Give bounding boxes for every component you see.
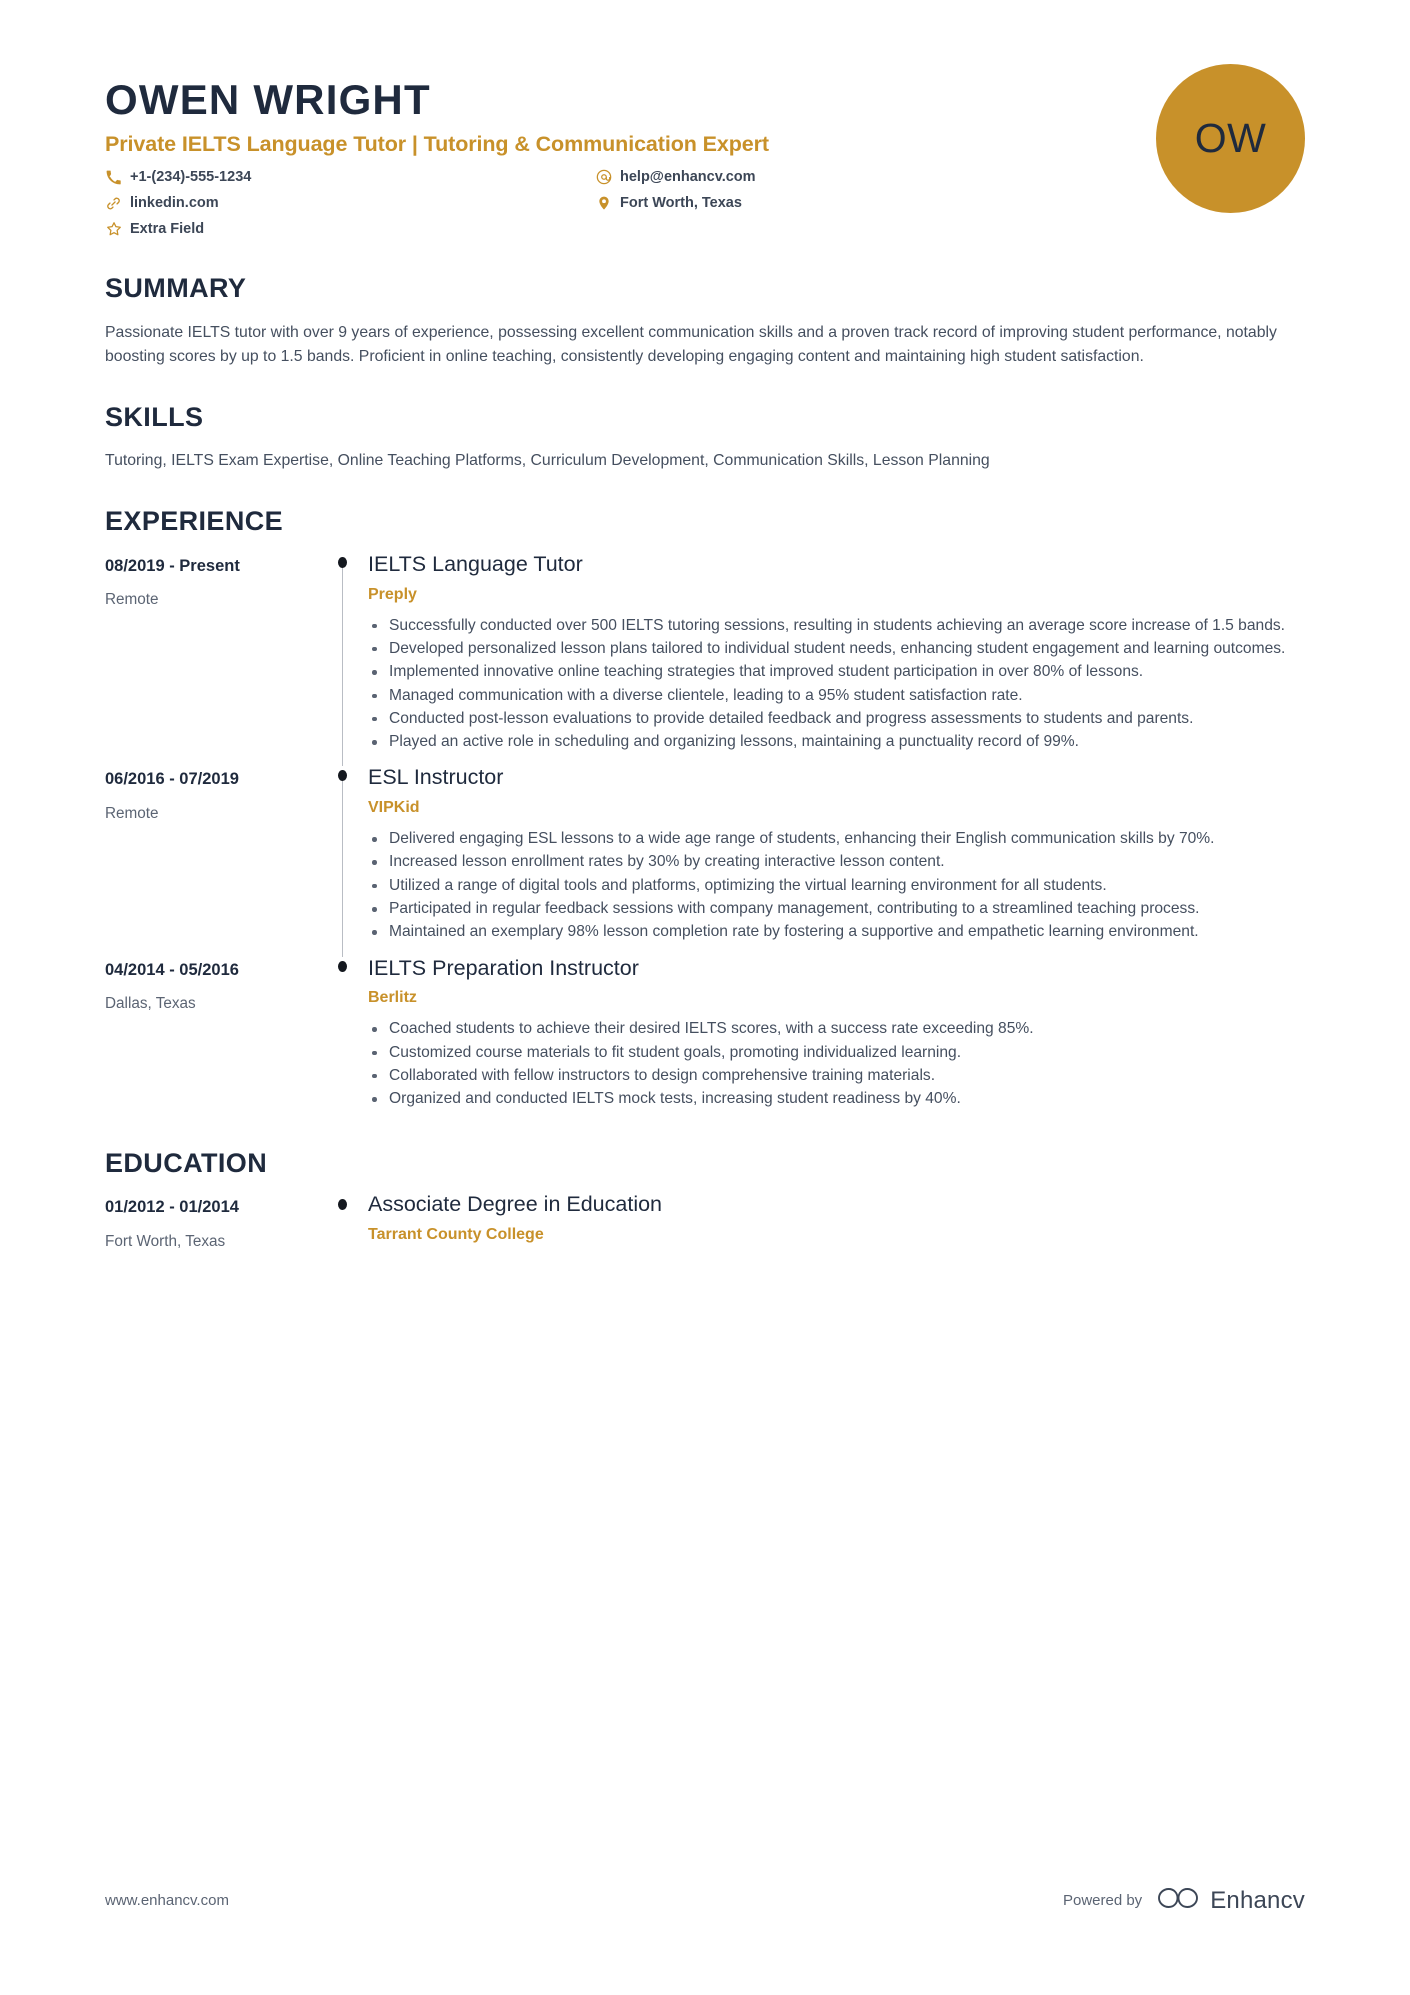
list-item: Increased lesson enrollment rates by 30% by creating interactive lesson content. — [368, 851, 1305, 873]
education-entries — [105, 1187, 1305, 1255]
summary-text: Passionate IELTS tutor with over 9 years of experience, possessing excellent communication skills and a proven track record of improving student performance, notably boosting scores by up to 1.5 bands. Proficient in online teaching, consistently developing engaging content and maintaining high student satisfaction. — [105, 323, 1277, 365]
entry-meta — [105, 545, 321, 754]
entry-location: Fort Worth, Texas — [105, 1232, 226, 1250]
section-title-summary: SUMMARY — [105, 272, 247, 303]
avatar — [1156, 64, 1305, 213]
entry-body — [363, 1187, 1305, 1251]
list-item: Played an active role in scheduling and organizing lessons, maintaining a punctuality record of 99%. — [368, 731, 1305, 753]
entry-date: 04/2014 - 05/2016 — [105, 960, 239, 979]
entry-school: Tarrant County College — [368, 1226, 544, 1244]
contact-linkedin-value: linkedin.com — [130, 194, 219, 211]
link-icon — [105, 195, 122, 212]
list-item: Conducted post-lesson evaluations to provide detailed feedback and progress assessments to students and parents. — [368, 708, 1305, 730]
contact-linkedin[interactable] — [105, 193, 595, 214]
resume-header — [105, 0, 1305, 240]
list-item: Participated in regular feedback sessions with company management, contributing to a streamlined teaching process. — [368, 898, 1305, 920]
entry-job-title: IELTS Language Tutor — [368, 552, 583, 576]
resume-footer — [105, 1885, 1305, 1916]
contact-extra-field[interactable] — [105, 219, 595, 240]
entry-bullets — [368, 615, 1305, 754]
list-item: Implemented innovative online teaching strategies that improved student participation in over 80% of lessons. — [368, 661, 1305, 683]
brand-lockup — [1155, 1885, 1305, 1916]
list-item: Organized and conducted IELTS mock tests, increasing student readiness by 40%. — [368, 1088, 1305, 1110]
entry-company: Preply — [368, 585, 417, 603]
entry-location: Remote — [105, 591, 159, 609]
section-education — [105, 1149, 1305, 1255]
entry-meta — [105, 949, 321, 1112]
education-entry — [105, 1187, 1305, 1255]
section-skills — [105, 403, 1305, 474]
entry-meta — [105, 758, 321, 944]
entry-location: Remote — [105, 804, 159, 822]
phone-icon — [105, 169, 122, 186]
star-icon — [105, 221, 122, 238]
experience-entry — [105, 758, 1305, 948]
timeline-dot-icon — [338, 961, 347, 972]
brand-name: Enhancv — [1210, 1886, 1305, 1914]
list-item: Delivered engaging ESL lessons to a wide age range of students, enhancing their English communication skills by 70%. — [368, 828, 1305, 850]
location-icon — [595, 195, 612, 212]
timeline-dot-icon — [338, 557, 347, 568]
timeline-dot-icon — [338, 770, 347, 781]
list-item: Managed communication with a diverse clientele, leading to a 95% student satisfaction rate. — [368, 685, 1305, 707]
contact-location-value: Fort Worth, Texas — [620, 194, 742, 211]
contact-extra-field-value: Extra Field — [130, 220, 205, 237]
entry-date: 01/2012 - 01/2014 — [105, 1198, 239, 1217]
timeline-dot-icon — [338, 1199, 347, 1210]
entry-body — [363, 949, 1305, 1112]
entry-degree-title: Associate Degree in Education — [368, 1192, 663, 1217]
section-experience — [105, 507, 1305, 1115]
skills-text: Tutoring, IELTS Exam Expertise, Online Teaching Platforms, Curriculum Development, Communication Skills, Lesson Planning — [105, 452, 990, 470]
entry-meta — [105, 1187, 321, 1251]
timeline-rail — [321, 1187, 363, 1251]
enhancv-logo-icon — [1155, 1885, 1201, 1916]
contact-email-value: help@enhancv.com — [620, 168, 756, 185]
timeline-rail — [321, 758, 363, 944]
list-item: Collaborated with fellow instructors to design comprehensive training materials. — [368, 1065, 1305, 1087]
powered-by-label: Powered by — [1062, 1892, 1143, 1909]
experience-entry — [105, 949, 1305, 1116]
timeline-rail — [321, 949, 363, 1112]
contact-info — [105, 167, 985, 240]
entry-location: Dallas, Texas — [105, 995, 196, 1013]
list-item: Successfully conducted over 500 IELTS tutoring sessions, resulting in students achieving an average score increase of 1.5 bands. — [368, 615, 1305, 637]
email-icon — [595, 169, 612, 186]
entry-bullets — [368, 1018, 1305, 1110]
list-item: Developed personalized lesson plans tailored to individual student needs, enhancing student engagement and learning outcomes. — [368, 638, 1305, 660]
section-title-skills: SKILLS — [105, 401, 204, 432]
contact-email[interactable] — [595, 167, 985, 188]
page-title: OWEN WRIGHT — [105, 76, 431, 123]
avatar-initials: OW — [1194, 115, 1267, 161]
professional-headline: Private IELTS Language Tutor | Tutoring & Communication Expert — [105, 132, 769, 157]
experience-entry — [105, 545, 1305, 758]
section-title-experience: EXPERIENCE — [105, 506, 284, 537]
entry-date: 08/2019 - Present — [105, 557, 240, 575]
entry-job-title: ESL Instructor — [368, 765, 504, 790]
contact-phone-value: +1-(234)-555-1234 — [130, 168, 252, 185]
entry-body — [363, 545, 1305, 754]
list-item: Coached students to achieve their desired IELTS scores, with a success rate exceeding 85%. — [368, 1018, 1305, 1040]
footer-branding — [1063, 1885, 1305, 1916]
entry-job-title: IELTS Preparation Instructor — [368, 955, 639, 980]
list-item: Customized course materials to fit student goals, promoting individualized learning. — [368, 1042, 1305, 1064]
list-item: Utilized a range of digital tools and platforms, optimizing the virtual learning environment for all students. — [368, 875, 1305, 897]
timeline-rail — [321, 545, 363, 754]
list-item: Maintained an exemplary 98% lesson completion rate by fostering a supportive and empathetic learning environment. — [368, 921, 1305, 943]
footer-url[interactable]: www.enhancv.com — [105, 1892, 229, 1909]
entry-body — [363, 758, 1305, 944]
entry-company: VIPKid — [368, 799, 420, 817]
experience-entries — [105, 545, 1305, 1115]
entry-bullets — [368, 828, 1305, 943]
section-summary — [105, 274, 1305, 369]
contact-phone[interactable] — [105, 167, 595, 188]
section-title-education: EDUCATION — [105, 1148, 268, 1179]
contact-location[interactable] — [595, 193, 985, 214]
entry-company: Berlitz — [368, 989, 417, 1007]
entry-date: 06/2016 - 07/2019 — [105, 770, 239, 789]
